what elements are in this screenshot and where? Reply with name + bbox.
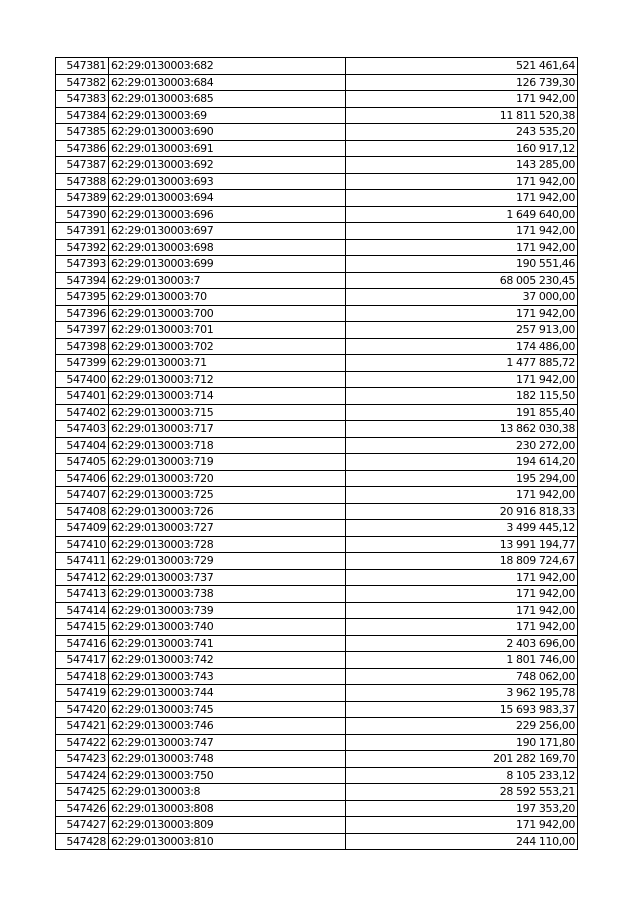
row-id-cell: 547416	[56, 635, 109, 652]
cadastral-number-cell: 62:29:0130003:696	[109, 206, 346, 223]
cadastral-number-cell: 62:29:0130003:70	[109, 289, 346, 306]
cadastral-number-cell: 62:29:0130003:7	[109, 272, 346, 289]
row-id-cell: 547426	[56, 800, 109, 817]
table-row	[56, 338, 578, 355]
cadastral-value-cell: 126 739,30	[346, 74, 578, 91]
cadastral-value-cell: 244 110,00	[346, 833, 578, 850]
cadastral-number-cell: 62:29:0130003:690	[109, 124, 346, 141]
cadastral-value-cell: 171 942,00	[346, 602, 578, 619]
table-row	[56, 305, 578, 322]
cadastral-value-cell: 190 551,46	[346, 256, 578, 273]
cadastral-number-cell: 62:29:0130003:692	[109, 157, 346, 174]
row-id-cell: 547391	[56, 223, 109, 240]
table-row	[56, 190, 578, 207]
row-id-cell: 547428	[56, 833, 109, 850]
cadastral-value-cell: 8 105 233,12	[346, 767, 578, 784]
cadastral-value-cell: 171 942,00	[346, 305, 578, 322]
table-row	[56, 404, 578, 421]
table-row	[56, 157, 578, 174]
table-row	[56, 124, 578, 141]
table-row	[56, 718, 578, 735]
cadastral-number-cell: 62:29:0130003:694	[109, 190, 346, 207]
cadastral-value-cell: 15 693 983,37	[346, 701, 578, 718]
table-row	[56, 586, 578, 603]
cadastral-value-cell: 182 115,50	[346, 388, 578, 405]
row-id-cell: 547405	[56, 454, 109, 471]
cadastral-number-cell: 62:29:0130003:743	[109, 668, 346, 685]
table-row	[56, 355, 578, 372]
table-row	[56, 58, 578, 75]
cadastral-number-cell: 62:29:0130003:810	[109, 833, 346, 850]
cadastral-number-cell: 62:29:0130003:684	[109, 74, 346, 91]
cadastral-value-cell: 197 353,20	[346, 800, 578, 817]
row-id-cell: 547384	[56, 107, 109, 124]
table-row	[56, 503, 578, 520]
cadastral-value-cell: 11 811 520,38	[346, 107, 578, 124]
table-row	[56, 470, 578, 487]
cadastral-value-cell: 521 461,64	[346, 58, 578, 75]
cadastral-value-cell: 171 942,00	[346, 817, 578, 834]
cadastral-number-cell: 62:29:0130003:726	[109, 503, 346, 520]
cadastral-value-cell: 229 256,00	[346, 718, 578, 735]
row-id-cell: 547404	[56, 437, 109, 454]
cadastral-number-cell: 62:29:0130003:809	[109, 817, 346, 834]
row-id-cell: 547421	[56, 718, 109, 735]
row-id-cell: 547386	[56, 140, 109, 157]
cadastral-value-cell: 37 000,00	[346, 289, 578, 306]
row-id-cell: 547424	[56, 767, 109, 784]
row-id-cell: 547388	[56, 173, 109, 190]
table-row	[56, 652, 578, 669]
cadastral-number-cell: 62:29:0130003:747	[109, 734, 346, 751]
table-row	[56, 173, 578, 190]
cadastral-value-cell: 18 809 724,67	[346, 553, 578, 570]
table-row	[56, 668, 578, 685]
cadastral-number-cell: 62:29:0130003:750	[109, 767, 346, 784]
table-row	[56, 784, 578, 801]
cadastral-number-cell: 62:29:0130003:740	[109, 619, 346, 636]
cadastral-value-cell: 1 649 640,00	[346, 206, 578, 223]
table-row	[56, 140, 578, 157]
table-row	[56, 371, 578, 388]
row-id-cell: 547413	[56, 586, 109, 603]
row-id-cell: 547427	[56, 817, 109, 834]
row-id-cell: 547390	[56, 206, 109, 223]
cadastral-value-cell: 243 535,20	[346, 124, 578, 141]
cadastral-number-cell: 62:29:0130003:714	[109, 388, 346, 405]
cadastral-number-cell: 62:29:0130003:737	[109, 569, 346, 586]
cadastral-number-cell: 62:29:0130003:720	[109, 470, 346, 487]
table-row	[56, 751, 578, 768]
cadastral-number-cell: 62:29:0130003:693	[109, 173, 346, 190]
row-id-cell: 547403	[56, 421, 109, 438]
row-id-cell: 547381	[56, 58, 109, 75]
cadastral-value-cell: 13 991 194,77	[346, 536, 578, 553]
cadastral-number-cell: 62:29:0130003:682	[109, 58, 346, 75]
cadastral-value-table	[55, 57, 578, 850]
row-id-cell: 547401	[56, 388, 109, 405]
row-id-cell: 547393	[56, 256, 109, 273]
cadastral-number-cell: 62:29:0130003:717	[109, 421, 346, 438]
table-row	[56, 107, 578, 124]
table-row	[56, 520, 578, 537]
cadastral-value-cell: 171 942,00	[346, 239, 578, 256]
cadastral-number-cell: 62:29:0130003:727	[109, 520, 346, 537]
cadastral-number-cell: 62:29:0130003:698	[109, 239, 346, 256]
table-row	[56, 256, 578, 273]
cadastral-value-cell: 68 005 230,45	[346, 272, 578, 289]
table-row	[56, 817, 578, 834]
cadastral-value-cell: 174 486,00	[346, 338, 578, 355]
table-row	[56, 553, 578, 570]
cadastral-number-cell: 62:29:0130003:69	[109, 107, 346, 124]
cadastral-number-cell: 62:29:0130003:739	[109, 602, 346, 619]
cadastral-value-cell: 171 942,00	[346, 619, 578, 636]
table-row	[56, 635, 578, 652]
table-row	[56, 421, 578, 438]
cadastral-value-cell: 28 592 553,21	[346, 784, 578, 801]
cadastral-number-cell: 62:29:0130003:808	[109, 800, 346, 817]
table-row	[56, 388, 578, 405]
table-row	[56, 685, 578, 702]
cadastral-number-cell: 62:29:0130003:718	[109, 437, 346, 454]
row-id-cell: 547410	[56, 536, 109, 553]
cadastral-number-cell: 62:29:0130003:702	[109, 338, 346, 355]
cadastral-value-cell: 13 862 030,38	[346, 421, 578, 438]
cadastral-value-cell: 3 499 445,12	[346, 520, 578, 537]
cadastral-value-cell: 190 171,80	[346, 734, 578, 751]
table-row	[56, 437, 578, 454]
cadastral-number-cell: 62:29:0130003:697	[109, 223, 346, 240]
cadastral-number-cell: 62:29:0130003:725	[109, 487, 346, 504]
row-id-cell: 547423	[56, 751, 109, 768]
cadastral-number-cell: 62:29:0130003:742	[109, 652, 346, 669]
cadastral-value-cell: 160 917,12	[346, 140, 578, 157]
row-id-cell: 547414	[56, 602, 109, 619]
table-row	[56, 734, 578, 751]
cadastral-value-cell: 171 942,00	[346, 91, 578, 108]
cadastral-number-cell: 62:29:0130003:700	[109, 305, 346, 322]
row-id-cell: 547394	[56, 272, 109, 289]
table-row	[56, 536, 578, 553]
table-row	[56, 322, 578, 339]
cadastral-value-cell: 195 294,00	[346, 470, 578, 487]
cadastral-number-cell: 62:29:0130003:691	[109, 140, 346, 157]
table-row	[56, 454, 578, 471]
row-id-cell: 547382	[56, 74, 109, 91]
cadastral-number-cell: 62:29:0130003:71	[109, 355, 346, 372]
row-id-cell: 547411	[56, 553, 109, 570]
cadastral-value-cell: 748 062,00	[346, 668, 578, 685]
row-id-cell: 547399	[56, 355, 109, 372]
row-id-cell: 547422	[56, 734, 109, 751]
cadastral-number-cell: 62:29:0130003:729	[109, 553, 346, 570]
cadastral-value-cell: 2 403 696,00	[346, 635, 578, 652]
row-id-cell: 547402	[56, 404, 109, 421]
table-body	[56, 58, 578, 850]
cadastral-value-cell: 3 962 195,78	[346, 685, 578, 702]
row-id-cell: 547385	[56, 124, 109, 141]
row-id-cell: 547418	[56, 668, 109, 685]
row-id-cell: 547419	[56, 685, 109, 702]
cadastral-value-cell: 171 942,00	[346, 569, 578, 586]
cadastral-number-cell: 62:29:0130003:715	[109, 404, 346, 421]
cadastral-value-cell: 20 916 818,33	[346, 503, 578, 520]
cadastral-value-cell: 230 272,00	[346, 437, 578, 454]
row-id-cell: 547417	[56, 652, 109, 669]
cadastral-value-cell: 171 942,00	[346, 586, 578, 603]
table-row	[56, 206, 578, 223]
cadastral-number-cell: 62:29:0130003:745	[109, 701, 346, 718]
cadastral-number-cell: 62:29:0130003:744	[109, 685, 346, 702]
row-id-cell: 547412	[56, 569, 109, 586]
table-row	[56, 91, 578, 108]
table-row	[56, 701, 578, 718]
cadastral-value-cell: 194 614,20	[346, 454, 578, 471]
cadastral-number-cell: 62:29:0130003:748	[109, 751, 346, 768]
cadastral-number-cell: 62:29:0130003:728	[109, 536, 346, 553]
row-id-cell: 547398	[56, 338, 109, 355]
cadastral-number-cell: 62:29:0130003:746	[109, 718, 346, 735]
row-id-cell: 547407	[56, 487, 109, 504]
row-id-cell: 547425	[56, 784, 109, 801]
row-id-cell: 547396	[56, 305, 109, 322]
cadastral-number-cell: 62:29:0130003:699	[109, 256, 346, 273]
cadastral-number-cell: 62:29:0130003:685	[109, 91, 346, 108]
row-id-cell: 547392	[56, 239, 109, 256]
row-id-cell: 547383	[56, 91, 109, 108]
cadastral-value-cell: 191 855,40	[346, 404, 578, 421]
row-id-cell: 547420	[56, 701, 109, 718]
table-row	[56, 767, 578, 784]
row-id-cell: 547415	[56, 619, 109, 636]
table-row	[56, 833, 578, 850]
table-row	[56, 272, 578, 289]
cadastral-number-cell: 62:29:0130003:712	[109, 371, 346, 388]
cadastral-value-cell: 171 942,00	[346, 223, 578, 240]
cadastral-value-cell: 201 282 169,70	[346, 751, 578, 768]
row-id-cell: 547395	[56, 289, 109, 306]
row-id-cell: 547406	[56, 470, 109, 487]
table-row	[56, 800, 578, 817]
table-row	[56, 569, 578, 586]
row-id-cell: 547387	[56, 157, 109, 174]
table-row	[56, 74, 578, 91]
cadastral-value-cell: 171 942,00	[346, 190, 578, 207]
row-id-cell: 547400	[56, 371, 109, 388]
cadastral-value-cell: 171 942,00	[346, 173, 578, 190]
cadastral-number-cell: 62:29:0130003:738	[109, 586, 346, 603]
cadastral-value-cell: 1 801 746,00	[346, 652, 578, 669]
cadastral-number-cell: 62:29:0130003:8	[109, 784, 346, 801]
row-id-cell: 547408	[56, 503, 109, 520]
cadastral-value-cell: 257 913,00	[346, 322, 578, 339]
table-row	[56, 223, 578, 240]
row-id-cell: 547409	[56, 520, 109, 537]
cadastral-value-cell: 1 477 885,72	[346, 355, 578, 372]
cadastral-value-cell: 171 942,00	[346, 371, 578, 388]
row-id-cell: 547397	[56, 322, 109, 339]
cadastral-value-cell: 143 285,00	[346, 157, 578, 174]
cadastral-number-cell: 62:29:0130003:741	[109, 635, 346, 652]
table-row	[56, 239, 578, 256]
cadastral-value-cell: 171 942,00	[346, 487, 578, 504]
table-row	[56, 289, 578, 306]
table-row	[56, 487, 578, 504]
table-row	[56, 619, 578, 636]
cadastral-number-cell: 62:29:0130003:701	[109, 322, 346, 339]
row-id-cell: 547389	[56, 190, 109, 207]
cadastral-number-cell: 62:29:0130003:719	[109, 454, 346, 471]
table-row	[56, 602, 578, 619]
